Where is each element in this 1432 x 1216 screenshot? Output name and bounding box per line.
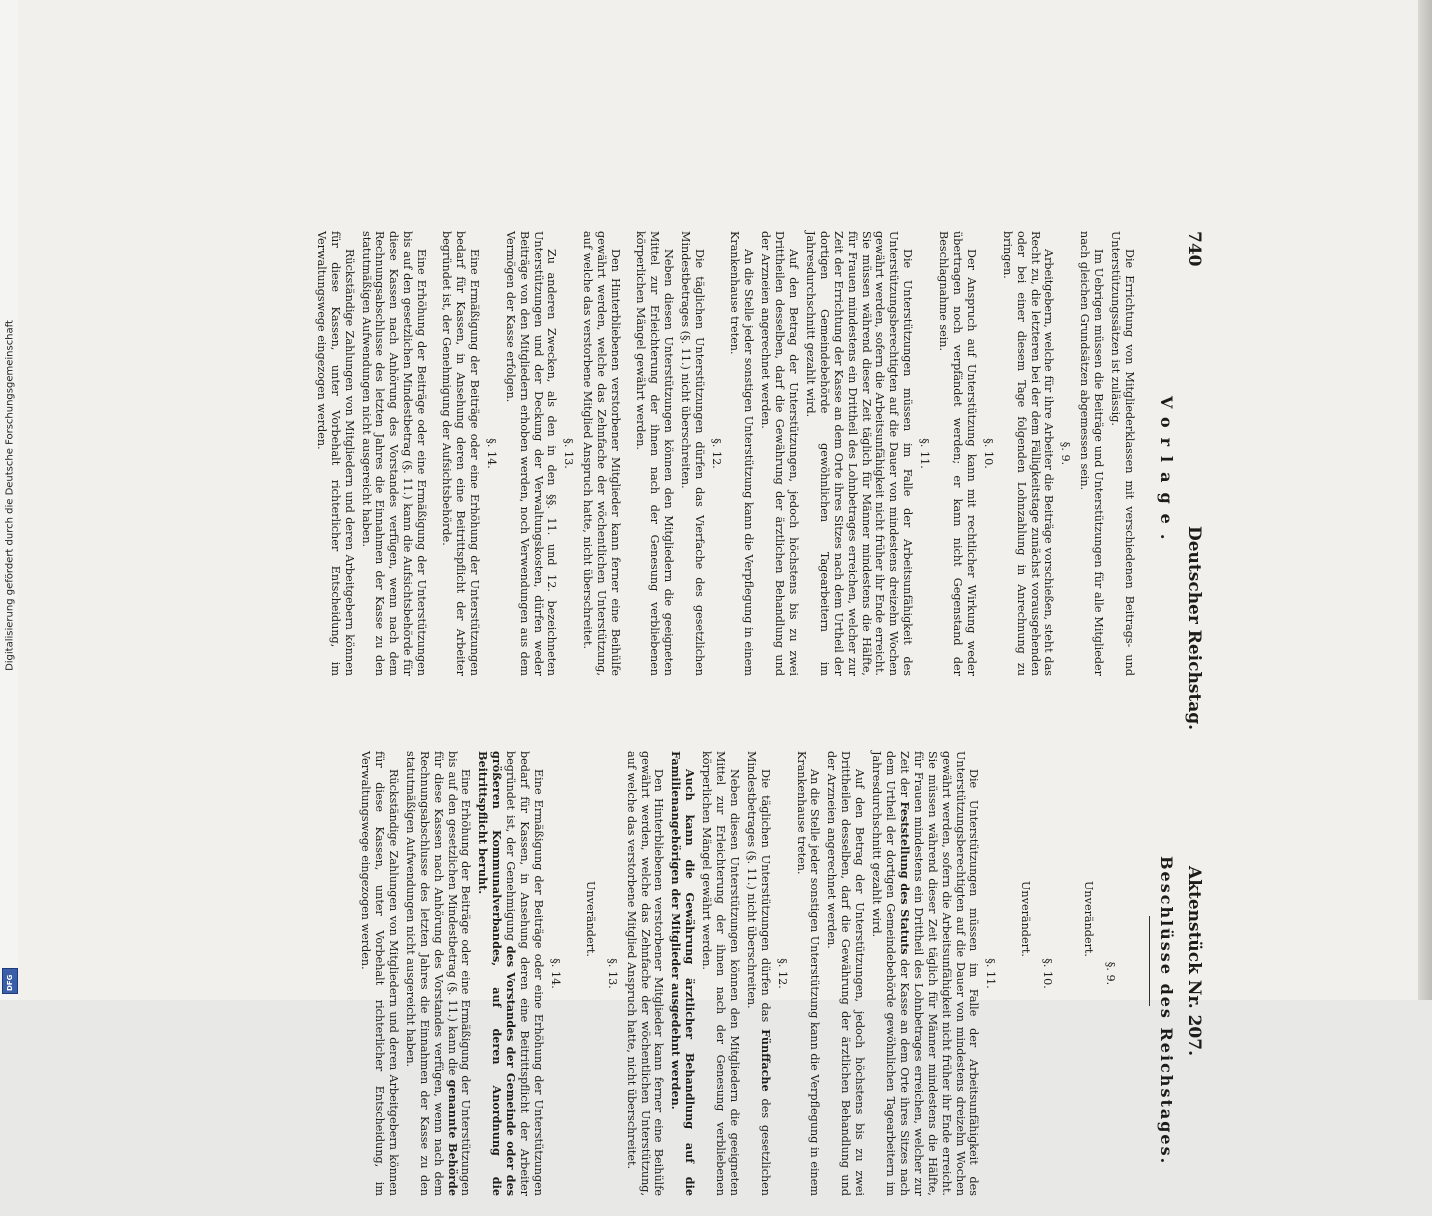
paragraph: Eine Ermäßigung der Beiträge oder eine Erhöhung der Unterstützungen bedarf für Kassen, in Ansehung deren eine Beitrittspflicht der Arbeiter begründet ist, der Genehmigung des Vorstandes der Gemeinde oder des größeren Kommunalverbandes, auf deren Anordnung die Beitrittspflicht beruht. <box>476 751 545 1196</box>
section-heading: §. 12. <box>775 958 789 989</box>
paragraph: An die Stelle jeder sonstigen Unterstützung kann die Verpflegung in einem Krankenhause treten. <box>794 751 822 1196</box>
paragraph: Neben diesen Unterstützungen können den Mitgliedern die geeigneten Mittel zur Erleichterung der ihnen nach der Genesung verbliebenen körperlichen Mängel gewährt werden. <box>700 751 741 1196</box>
section-heading: §. 14. <box>548 958 562 989</box>
dfg-logo-icon: DFG <box>2 968 18 994</box>
amended-text: Fünffache <box>758 1029 773 1092</box>
section-heading: §. 13. <box>562 438 576 469</box>
paragraph: Eine Ermäßigung der Beiträge oder eine Erhöhung der Unterstützungen bedarf für Kassen, in Ansehung deren eine Beitrittspflicht der Arbeiter begründet ist, der Genehmigung der Aufsichtsbehörde. <box>440 231 481 676</box>
paragraph: Rückständige Zahlungen von Mitgliedern und deren Arbeitgebern können für diese Kassen, unter Vorbehalt richterlicher Entscheidung, im Verwaltungswege eingezogen werden. <box>314 231 356 676</box>
page-header <box>1182 216 1204 1216</box>
paragraph: Die Errichtung von Mitgliederklassen mit verschiedenen Beitrags- und Unterstützungssätzen ist zulässig. <box>1109 231 1136 676</box>
paragraph: Eine Erhöhung der Beiträge oder eine Ermäßigung der Unterstützungen bis auf den gesetzlichen Mindestbetrag (§. 11.) kann die genannte Behörde für diese Kassen nach Anhörung des Vorstandes verfügen, wenn nach dem Rechnungsabschlusse des letzten Jahres die Einnahmen der Kasse zu den statutmäßigen Aufwendungen nicht ausgereicht haben. <box>403 751 473 1196</box>
paragraph: Rückständige Zahlungen von Mitgliedern und deren Arbeitgebern können für diese Kassen, unter Vorbehalt richterlicher Entscheidung, im Verwaltungswege eingezogen werden. <box>359 751 400 1196</box>
paragraph: Arbeitgebern, welche für ihre Arbeiter die Beiträge vorschießen, steht das Recht zu, die letzteren bei der dem Fälligkeitstage zunächst vorausgehenden oder bei einer diesem Tage folgenden Lohnzahlung in Anrechnung zu bringen. <box>1000 231 1056 676</box>
document-reference: Aktenstück Nr. 207. <box>1184 866 1204 1057</box>
publication-title: Deutscher Reichstag. <box>1184 526 1204 731</box>
paragraph: Die Unterstützungen müssen im Falle der Arbeitsunfähigkeit des Unterstützungsberechtigten auf die Dauer von mindestens dreizehn Wochen gewährt werden, sofern die Arbeitsunfähigkeit nicht früher ihr Ende erreicht. Sie müssen während dieser Zeit täglich für Männer mindestens die Hälfte, für Frauen mindestens ein Drittheil des Lohnbetrages erreichen, welcher zur Zeit der Errichtung der Kasse an dem Orte ihres Sitzes nach dem Urtheil der dortigen Gemeindebehörde gewöhnlichen Tagearbeitern im Jahresdurchschnitt gezahlt wird. <box>803 231 915 676</box>
resolutions-column <box>355 751 1136 1196</box>
amended-text: Feststellung des Statuts <box>897 801 912 955</box>
section-heading: §. 9. <box>1104 961 1117 986</box>
paragraph: Eine Erhöhung der Beiträge oder eine Ermäßigung der Unterstützungen bis auf den gesetzlichen Mindestbetrag (§. 11.) kann die Aufsichtsbehörde für diese Kassen nach Anhörung des Vorstandes verfügen, wenn nach dem Rechnungsabschlusse des letzten Jahres die Einnahmen der Kasse zu den statutmäßigen Aufwendungen nicht ausgereicht haben. <box>359 231 429 676</box>
page-edge-shadow <box>1418 0 1432 1000</box>
section-heading: §. 10. <box>1041 958 1055 989</box>
proposal-column <box>311 231 1136 676</box>
paragraph: Den Hinterbliebenen verstorbener Mitglieder kann ferner eine Beihülfe gewährt werden, welche das Zehnfache der wöchentlichen Unterstützung, auf welche das verstorbene Mitglied Anspruch hatte, nicht überschreitet. <box>581 231 623 676</box>
section-heading: §. 10. <box>981 438 995 469</box>
paragraph: Der Anspruch auf Unterstützung kann mit rechtlicher Wirkung weder übertragen noch verpfändet werden; er kann nicht Gegenstand der Beschlagnahme sein. <box>937 231 978 676</box>
digitization-credit <box>0 0 18 1000</box>
section-heading: §. 9. <box>1059 441 1073 466</box>
amended-text: des Vorstandes der Gemeinde oder des größeren Kommunalverbandes, auf deren Anordnung die Beitrittspflicht beruht. <box>476 751 519 1196</box>
credit-text: Digitalisierung gefördert durch die Deutsche Forschungsgemeinschaft <box>4 320 16 671</box>
amended-text: genannte Behörde <box>445 1079 460 1196</box>
paragraph: Auf den Betrag der Unterstützungen, jedoch höchstens bis zu zwei Drittheilen desselben, darf die Gewährung der ärztlichen Behandlung und der Arzneien angerechnet werden. <box>759 231 801 676</box>
paragraph: Den Hinterbliebenen verstorbener Mitglieder kann ferner eine Beihülfe gewährt werden, welche das Zehnfache der wöchentlichen Unterstützung, auf welche das verstorbene Mitglied Anspruch hatte, nicht überschreitet. <box>624 751 666 1196</box>
left-column-title: Vorlage. <box>1157 396 1176 550</box>
page-number: 740 <box>1184 231 1204 267</box>
paragraph: Im Uebrigen müssen die Beiträge und Unterstützungen für alle Mitglieder nach gleichen Grundsätzen abgemessen sein. <box>1078 231 1106 676</box>
paragraph: An die Stelle jeder sonstigen Unterstützung kann die Verpflegung in einem Krankenhause treten. <box>728 231 756 676</box>
unchanged-note: Unverändert. <box>1019 881 1033 957</box>
amended-text: Auch kann die Gewährung ärztlicher Behandlung auf die Familienangehörigen der Mitglieder ausgedehnt werden. <box>669 751 698 1196</box>
section-heading: §. 14. <box>484 438 498 469</box>
paragraph <box>668 751 696 1196</box>
paragraph: Die täglichen Unterstützungen dürfen das Vierfache des gesetzlichen Mindestbetrages (§. 11.) nicht überschreiten. <box>678 231 706 676</box>
paragraph: Die täglichen Unterstützungen dürfen das Fünffache des gesetzlichen Mindestbetrages (§. 11.) nicht überschreiten. <box>744 751 773 1197</box>
section-heading: §. 13. <box>605 958 619 989</box>
section-heading: §. 11. <box>984 958 998 989</box>
paragraph: Die Unterstützungen müssen im Falle der Arbeitsunfähigkeit des Unterstützungsberechtigten auf die Dauer von mindestens dreizehn Wochen gewährt werden, sofern die Arbeitsunfähigkeit nicht früher ihr Ende erreicht. Sie müssen während dieser Zeit täglich für Männer mindestens die Hälfte, für Frauen mindestens ein Drittheil des Lohnbetrages erreichen, welcher zur Zeit der Feststellung des Statuts der Kasse an dem Orte ihres Sitzes nach dem Urtheil der dortigen Gemeindebehörde gewöhnlichen Tagearbeitern im Jahresdurchschnitt gezahlt wird. <box>870 751 981 1196</box>
unchanged-note: Unverändert. <box>1082 881 1096 957</box>
paragraph: Auf den Betrag der Unterstützungen, jedoch höchstens bis zu zwei Drittheilen desselben, darf die Gewährung der ärztlichen Behandlung und der Arzneien angerechnet werden. <box>825 751 867 1196</box>
paragraph: Neben diesen Unterstützungen können den Mitgliedern die geeigneten Mittel zur Erleichterung der ihnen nach der Genesung verbliebenen körperlichen Mängel gewährt werden. <box>634 231 675 676</box>
right-column-title: Beschlüsse des Reichstages. <box>1157 856 1176 1166</box>
section-heading: §. 11. <box>918 438 932 469</box>
title-rule <box>1149 916 1150 1006</box>
paragraph: Zu anderen Zwecken, als den in den §§. 11. und 12. bezeichneten Unterstützungen und der Deckung der Verwaltungskosten, dürfen weder Beiträge von den Mitgliedern erhoben werden, noch Verwendungen aus dem Vermögen der Kasse erfolgen. <box>503 231 559 676</box>
document-page <box>116 216 1216 1216</box>
section-heading: §. 12. <box>709 438 723 469</box>
unchanged-note: Unverändert. <box>583 881 597 957</box>
